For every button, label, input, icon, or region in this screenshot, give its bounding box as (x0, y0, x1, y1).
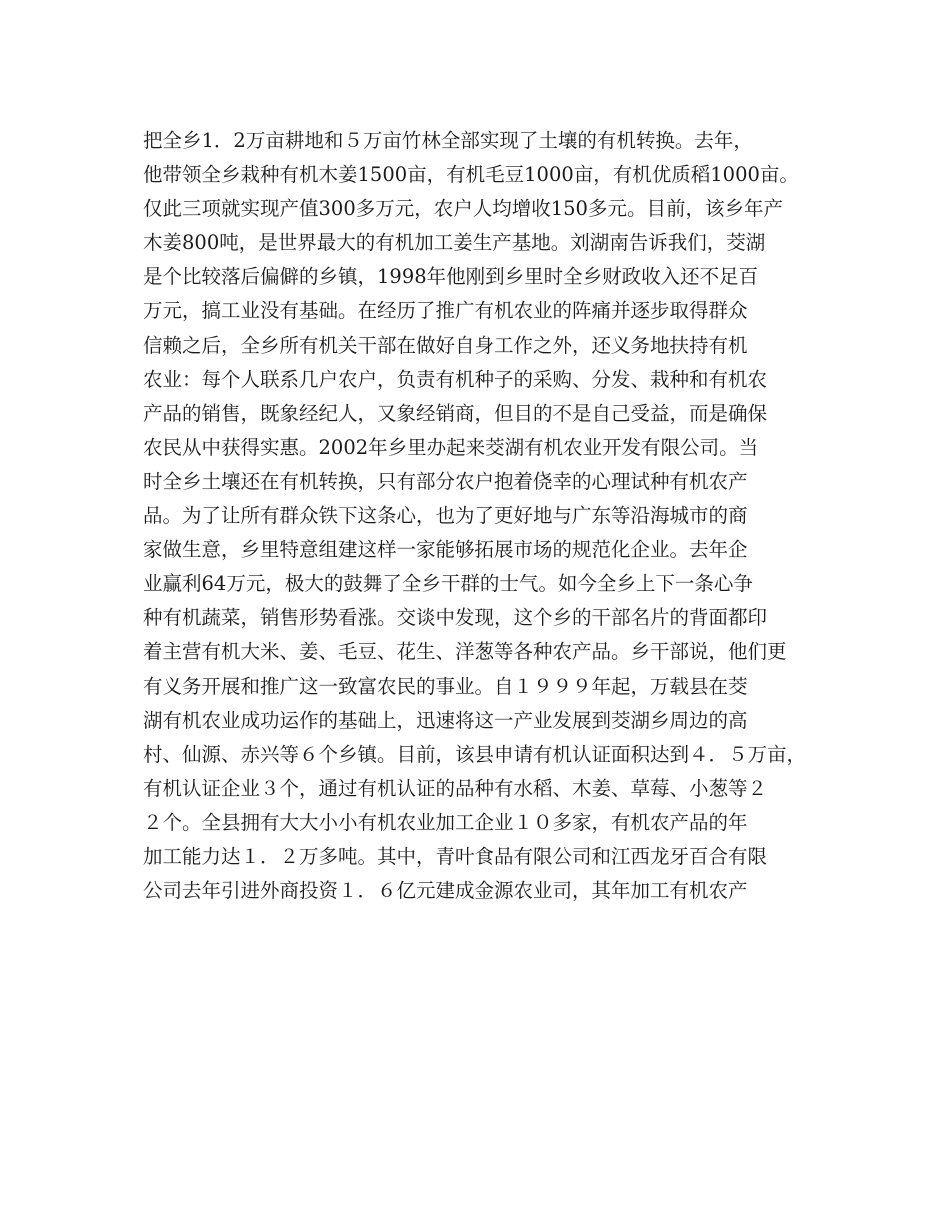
text-line: 有机认证企业３个，通过有机认证的品种有水稻、木姜、草莓、小葱等２ (143, 776, 768, 800)
text-line: 木姜800吨，是世界最大的有机加工姜生产基地。刘湖南告诉我们，茭湖 (143, 231, 766, 255)
article-body (143, 124, 843, 908)
text-line: 有义务开展和推广这一致富农民的事业。自１９９９年起，万载县在茭 (143, 674, 748, 698)
text-line: 加工能力达１．２万多吨。其中，青叶食品有限公司和江西龙牙百合有限 (143, 844, 768, 868)
text-line: 品。为了让所有群众铁下这条心，也为了更好地与广东等沿海城市的商 (143, 504, 748, 528)
text-line: 产品的销售，既象经纪人，又象经销商，但目的不是自己受益，而是确保 (143, 401, 768, 425)
text-line: 种有机蔬菜，销售形势看涨。交谈中发现，这个乡的干部名片的背面都印 (143, 606, 768, 630)
text-line: 时全乡土壤还在有机转换，只有部分农户抱着侥幸的心理试种有机农产 (143, 469, 748, 493)
text-line: 信赖之后，全乡所有机关干部在做好自身工作之外，还义务地扶持有机 (143, 333, 748, 357)
text-line: 公司去年引进外商投资１．６亿元建成金源农业司，其年加工有机农产 (143, 879, 748, 903)
text-line: 着主营有机大米、姜、毛豆、花生、洋葱等各种农产品。乡干部说，他们更 (143, 640, 787, 664)
text-line: 农业：每个人联系几户农户，负责有机种子的采购、分发、栽种和有机农 (143, 367, 768, 391)
text-line: 农民从中获得实惠。2002年乡里办起来茭湖有机农业开发有限公司。当 (143, 435, 759, 459)
text-line: 业赢利64万元，极大的鼓舞了全乡干群的士气。如今全乡上下一条心争 (143, 572, 753, 596)
text-line: ２个。全县拥有大大小小有机农业加工企业１０多家，有机农产品的年 (143, 810, 748, 834)
text-line: 仅此三项就实现产值300多万元，农户人均增收150多元。目前，该乡年产 (143, 197, 783, 221)
text-line: 把全乡1．2万亩耕地和５万亩竹林全部实现了土壤的有机转换。去年， (143, 129, 753, 152)
text-line: 家做生意，乡里特意组建这样一家能够拓展市场的规范化企业。去年企 (143, 538, 748, 562)
text-line: 湖有机农业成功运作的基础上，迅速将这一产业发展到茭湖乡周边的高 (143, 708, 748, 732)
text-line: 他带领全乡栽种有机木姜1500亩，有机毛豆1000亩，有机优质稻1000亩。 (143, 163, 799, 187)
text-line: 万元，搞工业没有基础。在经历了推广有机农业的阵痛并逐步取得群众 (143, 299, 748, 323)
text-line: 村、仙源、赤兴等６个乡镇。目前，该县申请有机认证面积达到４．５万亩， (143, 742, 807, 766)
text-line: 是个比较落后偏僻的乡镇，1998年他刚到乡里时全乡财政收入还不足百 (143, 265, 759, 289)
